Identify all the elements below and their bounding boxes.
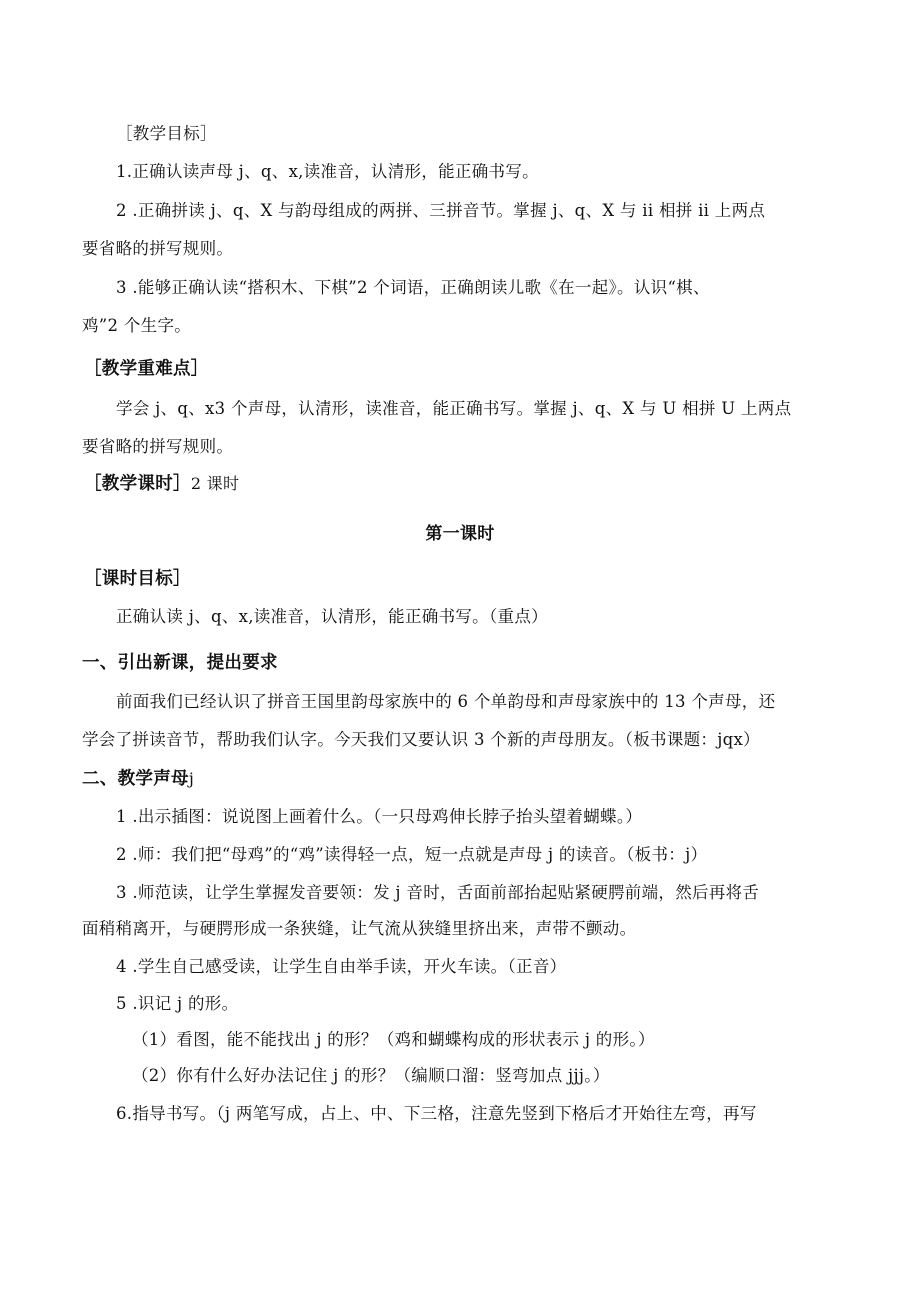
section-2-heading-row: [82, 767, 920, 791]
key-points-line-2: 要省略的拼写规则。: [82, 437, 234, 456]
periods-row: [84, 472, 920, 496]
section-2-step-5-sub-1: （1）看图，能不能找出 j 的形？（鸡和蝴蝶构成的形状表示 j 的形。）: [132, 1030, 655, 1049]
objective-item-3-line-1: 3 .能够正确认读“搭积木、下棋”2 个词语，正确朗读儿歌《在一起》。认识“棋、: [116, 278, 710, 297]
section-2-heading-suffix: j: [188, 769, 195, 788]
section-2-step-5: 5 .识记 j 的形。: [116, 994, 239, 1013]
section-2-step-3-line-2: 面稍稍离开，与硬腭形成一条狭缝，让气流从狭缝里挤出来，声带不颤动。: [82, 919, 637, 938]
lesson-objectives-text: 正确认读 j、q、x,读准音，认清形，能正确书写。（重点）: [116, 607, 548, 626]
lesson-title-row: [0, 522, 920, 546]
section-1-line-1: 前面我们已经认识了拼音王国里韵母家族中的 6 个单韵母和声母家族中的 13 个声母，还: [116, 692, 776, 711]
section-2-step-3-line-1: 3 .师范读，让学生掌握发音要领：发 j 音时，舌面前部抬起贴紧硬腭前端，然后再将舌: [116, 883, 760, 902]
objective-item-3-line-2: 鸡”2 个生字。: [82, 316, 192, 335]
lesson-title: 第一课时: [425, 524, 495, 544]
periods-heading: ［教学课时］: [84, 474, 191, 494]
objective-item-2-line-1: 2 .正确拼读 j、q、X 与韵母组成的两拼、三拼音节。掌握 j、q、X 与 ii 相拼 ii 上两点: [116, 201, 766, 220]
section-2-step-1: 1 .出示插图：说说图上画着什么。（一只母鸡伸长脖子抬头望着蝴蝶。）: [116, 807, 643, 826]
lesson-objectives-heading: ［课时目标］: [84, 569, 191, 589]
periods-value: 2 课时: [190, 474, 240, 493]
objectives-heading: ［教学目标］: [116, 124, 217, 143]
section-2-step-2: 2 .师：我们把“母鸡”的“鸡”读得轻一点，短一点就是声母 j 的读音。（板书：j）: [116, 845, 708, 864]
objective-item-2-line-2: 要省略的拼写规则。: [82, 239, 234, 258]
key-points-heading: ［教学重难点］: [84, 359, 209, 379]
section-1-line-2: 学会了拼读音节，帮助我们认字。今天我们又要认识 3 个新的声母朋友。（板书课题：jqx）: [82, 730, 760, 749]
section-1-heading: 一、引出新课，提出要求: [82, 653, 278, 673]
section-2-step-5-sub-2: （2）你有什么好办法记住 j 的形？（编顺口溜：竖弯加点 jjj。）: [132, 1066, 610, 1085]
section-2-step-4: 4 .学生自己感受读，让学生自由举手读，开火车读。（正音）: [116, 957, 567, 976]
section-2-heading: 二、教学声母: [82, 769, 189, 789]
key-points-line-1: 学会 j、q、x3 个声母，认清形，读准音，能正确书写。掌握 j、q、X 与 U 相拼 U 上两点: [116, 399, 792, 418]
section-2-step-6: 6.指导书写。（j 两笔写成，占上、中、下三格，注意先竖到下格后才开始往左弯，再写: [116, 1104, 757, 1123]
objective-item-1: 1.正确认读声母 j、q、x,读准音，认清形，能正确书写。: [116, 162, 539, 181]
